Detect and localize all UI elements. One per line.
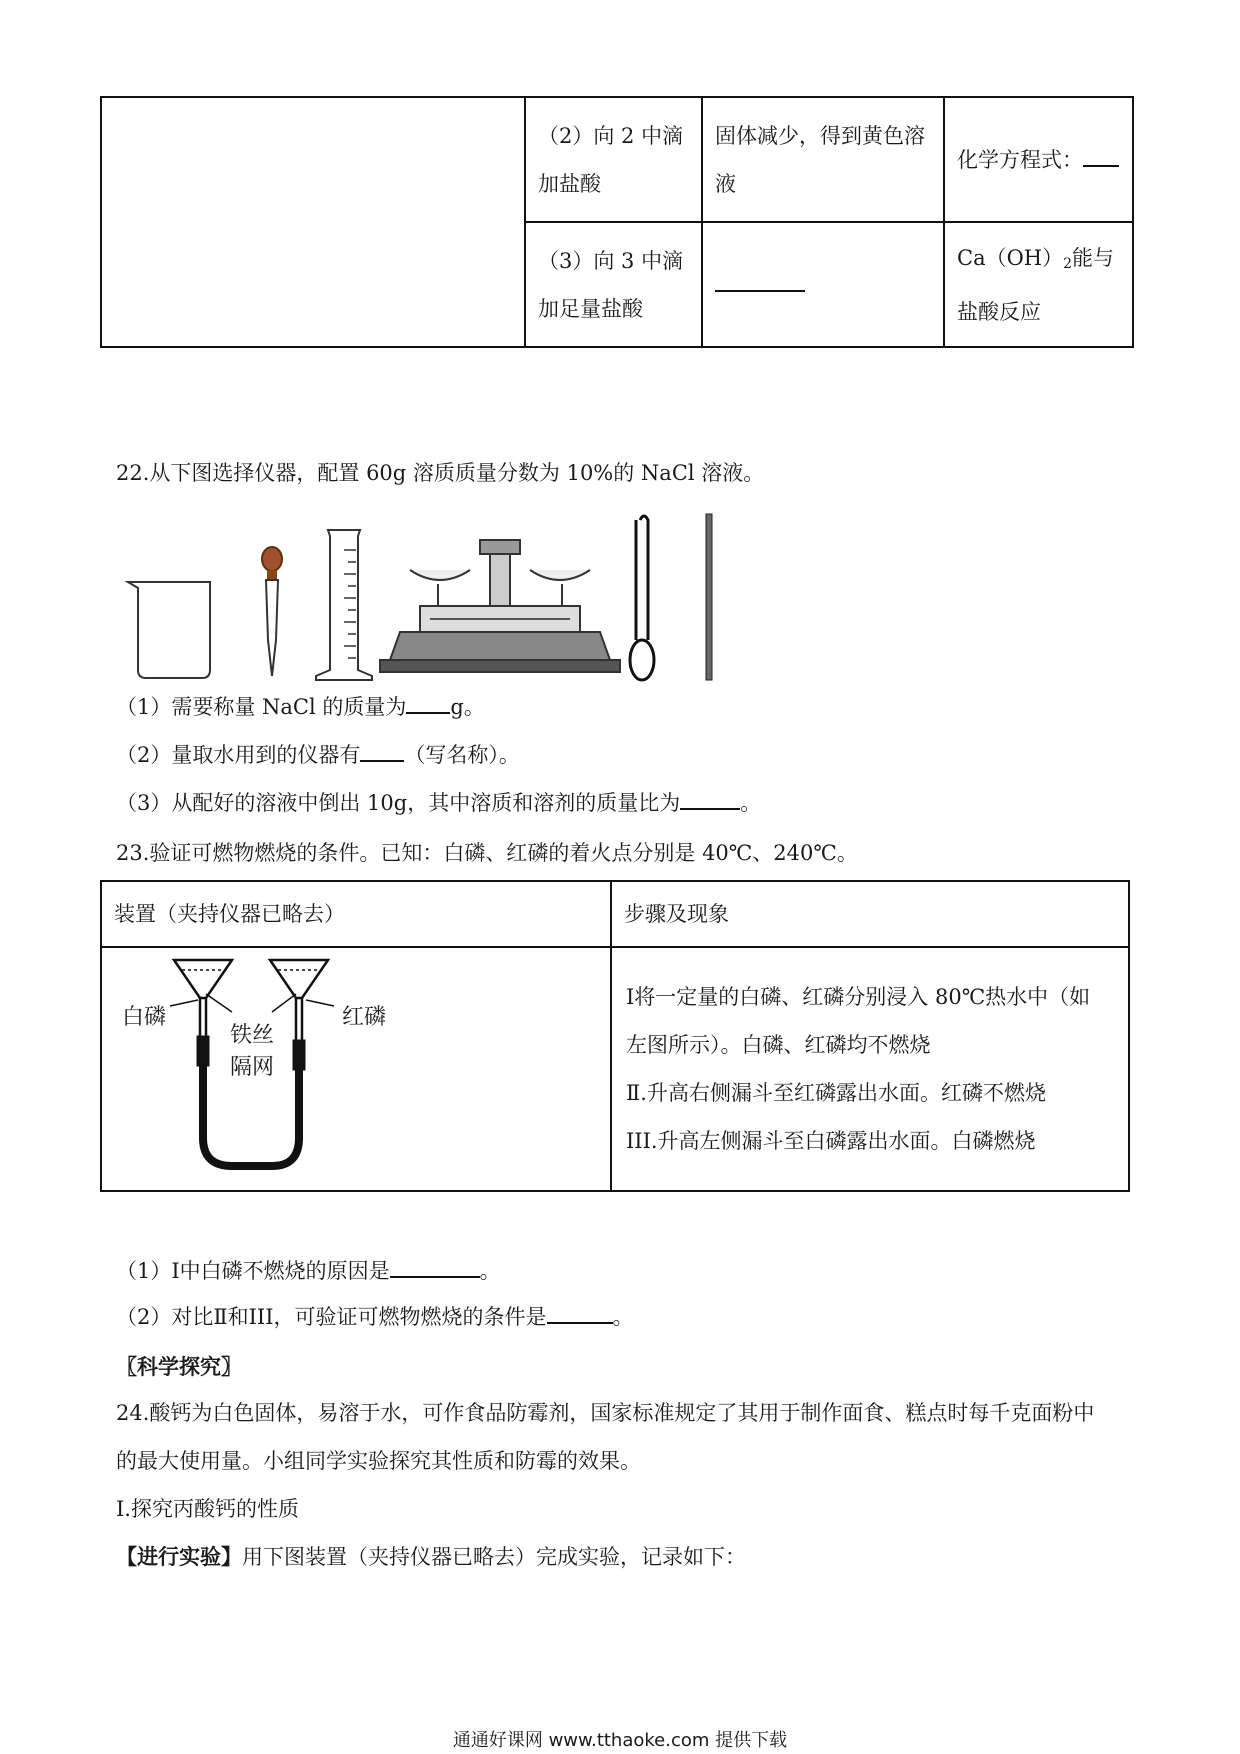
answer-blank[interactable]	[715, 270, 805, 292]
q22-sub3-post: 。	[740, 791, 762, 815]
q23-sub2-post: 。	[612, 1305, 634, 1329]
table-cell-step-3	[525, 222, 702, 347]
page-footer: 通通好课网 www.tthaoke.com 提供下载	[452, 1730, 788, 1751]
step-2-line1: （2）向 2 中滴	[538, 123, 684, 148]
phenomenon-2-line2: 液	[715, 171, 736, 196]
step-3-line2: 加足量盐酸	[538, 296, 643, 321]
combustion-table	[100, 880, 1130, 1192]
answer-blank[interactable]	[406, 692, 450, 714]
step-1-line1: Ⅰ将一定量的白磷、红磷分别浸入 80℃热水中（如	[626, 985, 1091, 1009]
conclusion-3-post: 能与	[1072, 245, 1115, 270]
conclusion-3-pre: Ca（OH）	[957, 245, 1064, 270]
header-steps: 步骤及现象	[611, 881, 1129, 947]
glass-rod-icon	[706, 514, 712, 680]
q24-line4	[116, 1542, 746, 1572]
answer-blank[interactable]	[360, 740, 404, 762]
q23-sub2-pre: （2）对比Ⅱ和III，可验证可燃物燃烧的条件是	[116, 1305, 547, 1329]
conclusion-3-line2: 盐酸反应	[957, 299, 1041, 324]
q23-sub1-post: 。	[479, 1259, 501, 1283]
measuring-cylinder-icon	[316, 530, 372, 680]
step-2-line2: 加盐酸	[538, 171, 601, 196]
steps-cell	[611, 947, 1129, 1191]
table-cell-conclusion-3	[944, 222, 1133, 347]
table-cell-phenomenon-3	[702, 222, 944, 347]
q23-stem: 23.验证可燃物燃烧的条件。已知：白磷、红磷的着火点分别是 40℃、240℃。	[116, 841, 858, 865]
label-white-phosphorus: 白磷	[122, 1005, 167, 1030]
device-cell	[101, 947, 611, 1191]
answer-blank[interactable]	[390, 1256, 480, 1278]
dropper-icon	[262, 547, 282, 676]
q24-line3: I.探究丙酸钙的性质	[116, 1497, 299, 1521]
header-device: 装置（夹持仪器已略去）	[101, 881, 611, 947]
q22-sub1-pre: （1）需要称量 NaCl 的质量为	[116, 695, 407, 719]
label-iron-wire: 铁丝	[230, 1023, 275, 1048]
q22-sub1	[116, 692, 485, 722]
q22-sub2-post: （写名称）。	[404, 743, 520, 767]
left-funnel-icon	[174, 960, 232, 1036]
q22-stem: 22.从下图选择仪器，配置 60g 溶质质量分数为 10%的 NaCl 溶液。	[116, 461, 765, 485]
phenomenon-2-line1: 固体减少，得到黄色溶	[715, 123, 925, 148]
answer-blank[interactable]	[680, 788, 740, 810]
label-wire-mesh: 隔网	[230, 1055, 275, 1080]
combustion-apparatus	[102, 948, 612, 1192]
q24-line4-bold: 【进行实验】	[116, 1545, 242, 1569]
balance-icon	[380, 540, 620, 672]
table-cell-empty	[101, 97, 525, 347]
answer-blank[interactable]	[547, 1302, 613, 1324]
step-2: Ⅱ.升高右侧漏斗至红磷露出水面。红磷不燃烧	[626, 1081, 1046, 1105]
q23-sub1-pre: （1）Ⅰ中白磷不燃烧的原因是	[116, 1259, 390, 1283]
apparatus-figure	[120, 510, 760, 685]
table-cell-step-2	[525, 97, 702, 222]
beaker-icon	[128, 582, 210, 678]
q23-sub1	[116, 1256, 501, 1286]
q24-line4-rest: 用下图装置（夹持仪器已略去）完成实验，记录如下：	[242, 1545, 746, 1569]
q22-sub1-post: g。	[450, 695, 485, 719]
right-funnel-icon	[270, 960, 328, 1040]
conclusion-2-text: 化学方程式：	[957, 147, 1083, 172]
q22-sub2-pre: （2）量取水用到的仪器有	[116, 743, 361, 767]
q24-line2: 的最大使用量。小组同学实验探究其性质和防霉的效果。	[116, 1449, 641, 1473]
step-1-line2: 左图所示）。白磷、红磷均不燃烧	[626, 1033, 931, 1057]
q23-sub2	[116, 1302, 634, 1332]
section-heading: 〖科学探究〗	[116, 1355, 242, 1379]
experiment-table-continued	[100, 96, 1134, 348]
spoon-icon	[630, 516, 654, 680]
q22-sub3	[116, 788, 761, 818]
label-red-phosphorus: 红磷	[342, 1005, 387, 1030]
table-cell-conclusion-2	[944, 97, 1133, 222]
answer-blank[interactable]	[1083, 145, 1119, 167]
q22-sub2	[116, 740, 520, 770]
q24-line1: 24.酸钙为白色固体，易溶于水，可作食品防霉剂，国家标准规定了其用于制作面食、糕点时每千克面粉中	[116, 1401, 1095, 1425]
conclusion-3-sub: 2	[1063, 255, 1073, 272]
step-3-line1: （3）向 3 中滴	[538, 248, 684, 273]
table-cell-phenomenon-2	[702, 97, 944, 222]
step-3: III.升高左侧漏斗至白磷露出水面。白磷燃烧	[626, 1129, 1036, 1153]
q22-sub3-pre: （3）从配好的溶液中倒出 10g，其中溶质和溶剂的质量比为	[116, 791, 681, 815]
